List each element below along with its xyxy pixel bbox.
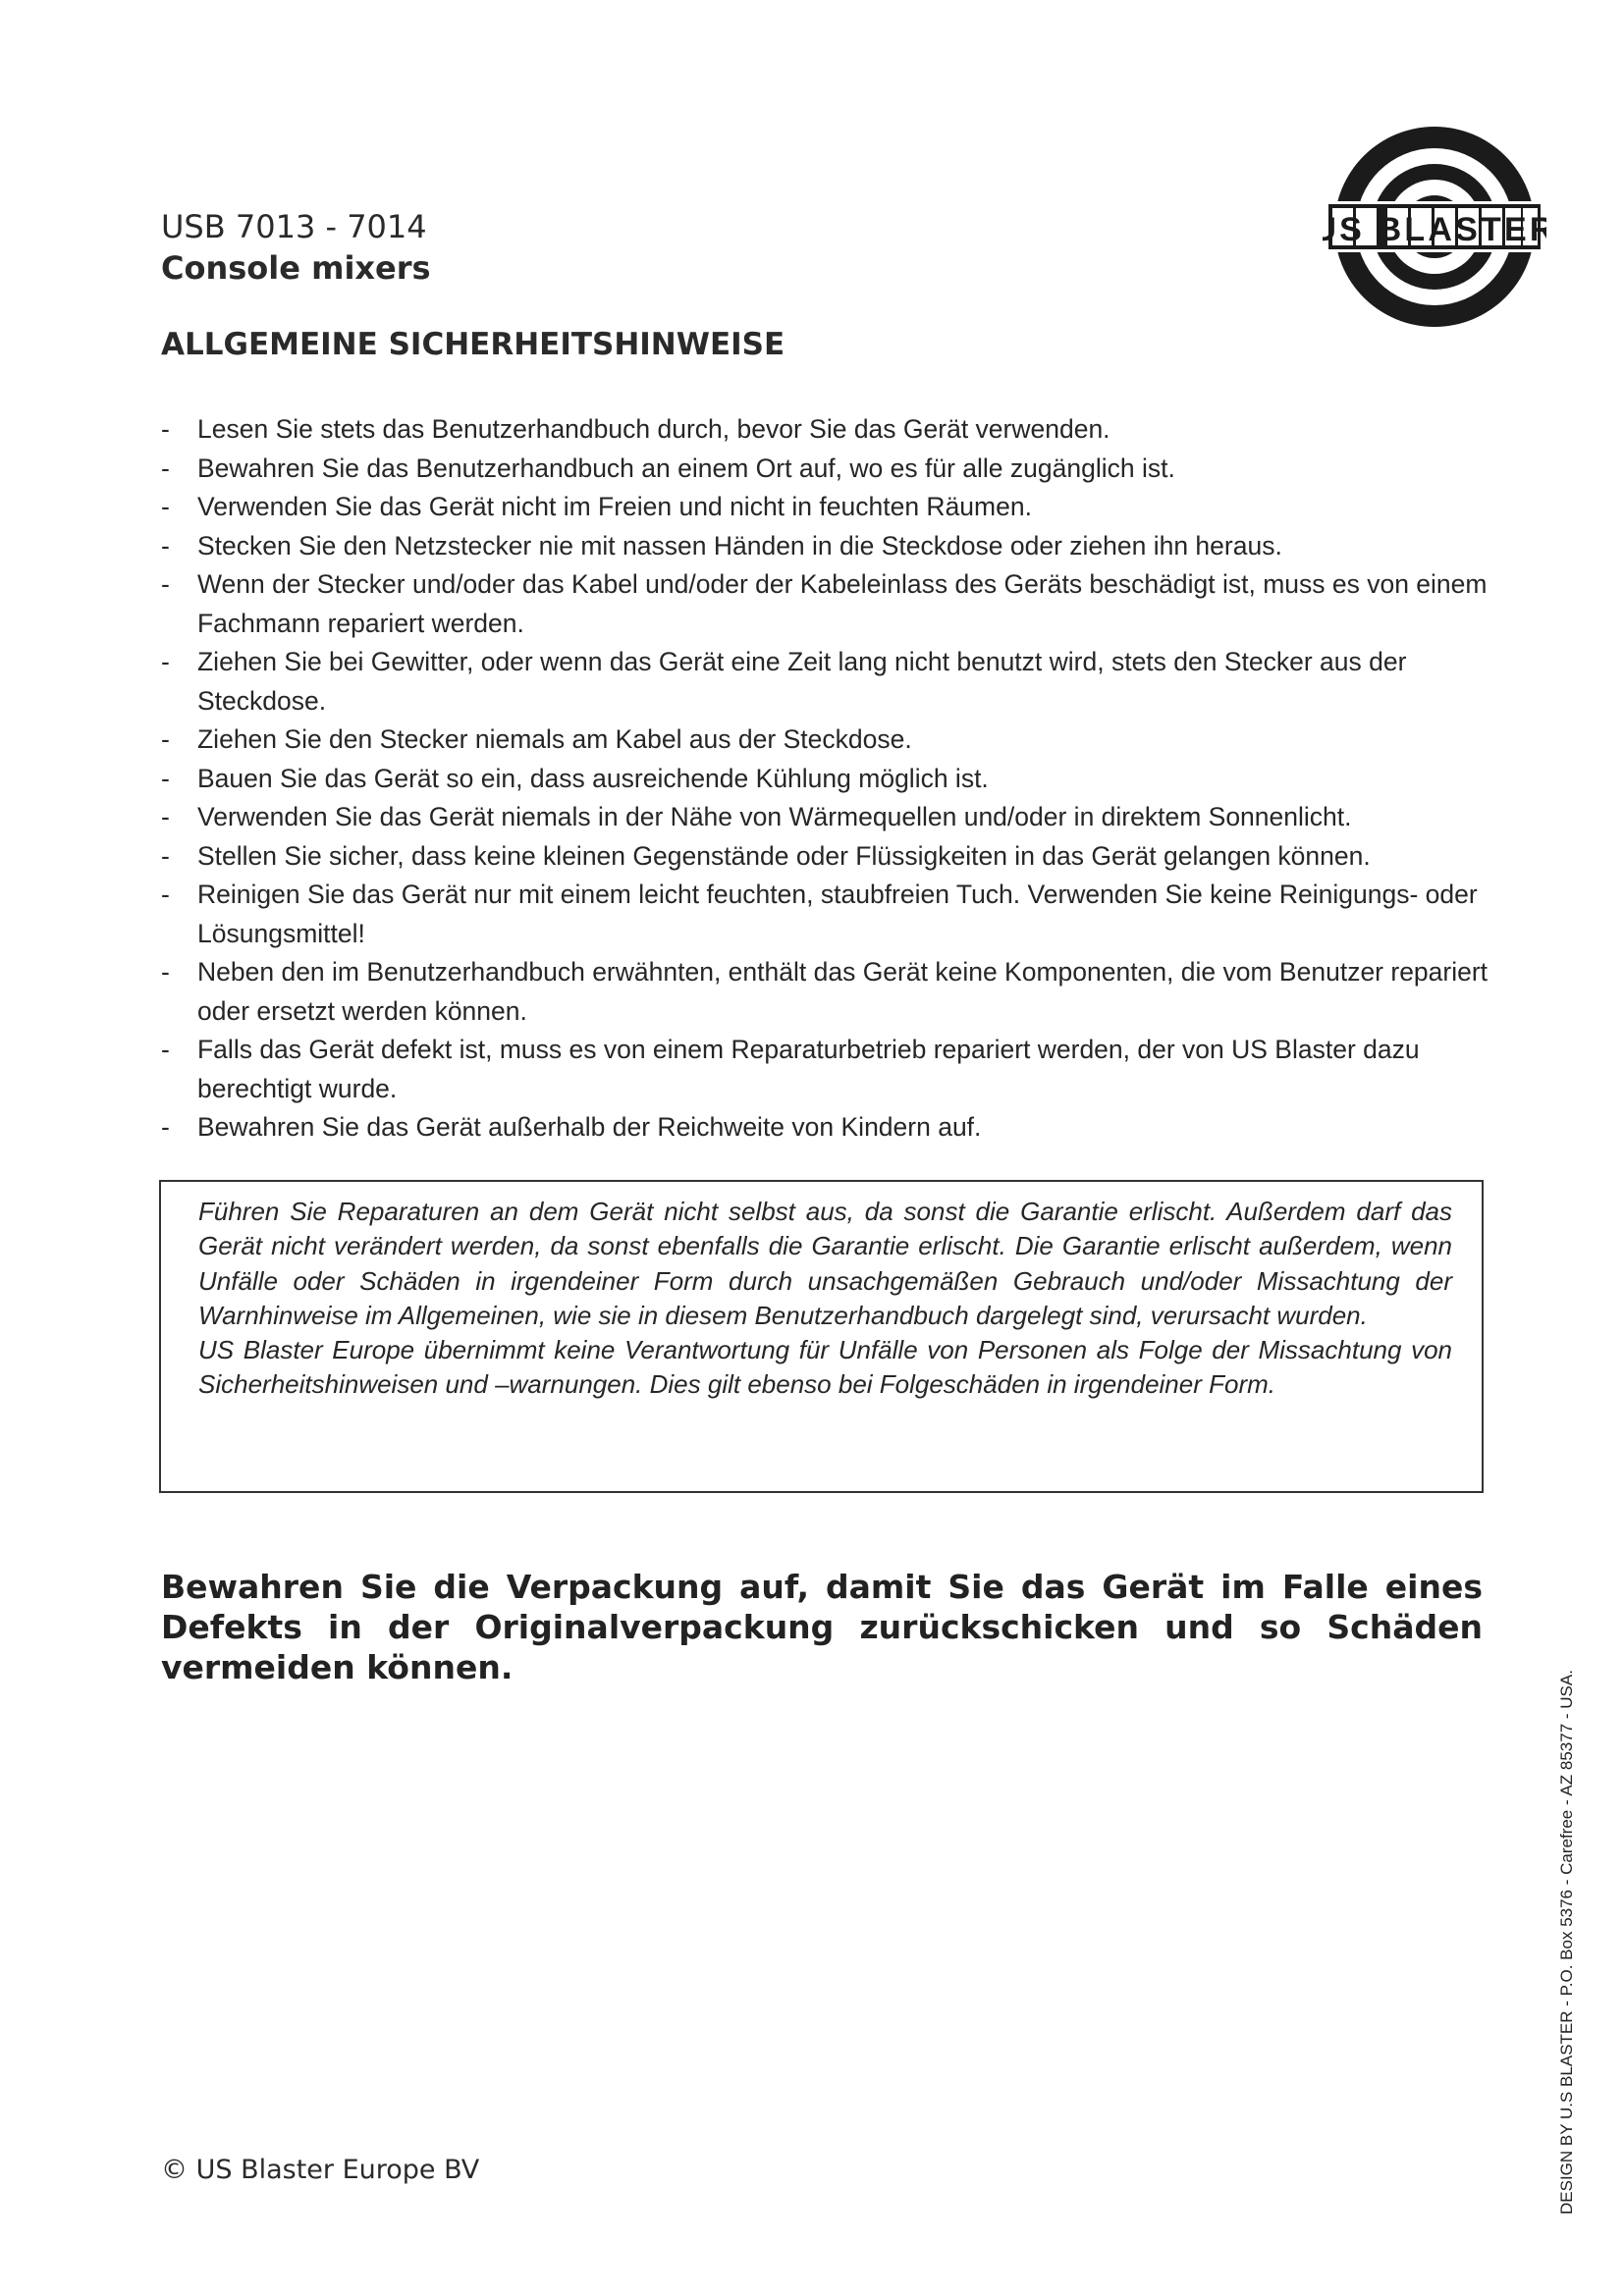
list-item: - Ziehen Sie den Stecker niemals am Kabel aus der Steckdose. xyxy=(161,721,1496,760)
list-item: - Falls das Gerät defekt ist, muss es von einem Reparaturbetrieb repariert werden, der von US Blaster dazu berechtigt wurde. xyxy=(161,1031,1496,1108)
us-blaster-logo xyxy=(1323,124,1546,330)
warranty-paragraph: Führen Sie Reparaturen an dem Gerät nicht selbst aus, da sonst die Garantie erlischt. Außerdem darf das Gerät nicht verändert werden, da sonst ebenfalls die Garantie erlischt. Die Garantie erlischt außerdem, wenn Unfälle oder Schäden in irgendeiner Form durch unsachgemäßen Gebrauch und/oder Missachtung der Warnhinweise im Allgemeinen, wie sie in diesem Benutzerhandbuch dargelegt sind, verursacht wurden. xyxy=(198,1197,1452,1330)
list-item: - Lesen Sie stets das Benutzerhandbuch durch, bevor Sie das Gerät verwenden. xyxy=(161,410,1496,450)
list-item: - Reinigen Sie das Gerät nur mit einem leicht feuchten, staubfreien Tuch. Verwenden Sie keine Reinigungs- oder Lösungsmittel! xyxy=(161,876,1496,953)
safety-instructions-list xyxy=(161,410,1496,1148)
list-item: - Wenn der Stecker und/oder das Kabel und/oder der Kabeleinlass des Geräts beschädigt ist, muss es von einem Fachmann repariert werden. xyxy=(161,565,1496,643)
logo-text: US BLASTER xyxy=(1323,211,1546,248)
list-item: - Ziehen Sie bei Gewitter, oder wenn das Gerät eine Zeit lang nicht benutzt wird, stets den Stecker aus der Steckdose. xyxy=(161,643,1496,721)
list-item: - Verwenden Sie das Gerät nicht im Freien und nicht in feuchten Räumen. xyxy=(161,488,1496,527)
product-subtitle: Console mixers xyxy=(161,249,431,287)
model-title: USB 7013 - 7014 xyxy=(161,208,427,245)
list-item: - Bauen Sie das Gerät so ein, dass ausreichende Kühlung möglich ist. xyxy=(161,760,1496,799)
list-item: - Verwenden Sie das Gerät niemals in der Nähe von Wärmequellen und/oder in direktem Sonnenlicht. xyxy=(161,798,1496,837)
design-credit-vertical: DESIGN BY U.S BLASTER - P.O. Box 5376 - Carefree - AZ 85377 - USA. xyxy=(1557,1670,1576,2215)
warranty-notice-box xyxy=(159,1180,1484,1493)
list-item: - Bewahren Sie das Benutzerhandbuch an einem Ort auf, wo es für alle zugänglich ist. xyxy=(161,450,1496,489)
section-heading: ALLGEMEINE SICHERHEITSHINWEISE xyxy=(161,327,785,362)
copyright-notice: © US Blaster Europe BV xyxy=(161,2155,480,2185)
list-item: - Stellen Sie sicher, dass keine kleinen Gegenstände oder Flüssigkeiten in das Gerät gelangen können. xyxy=(161,837,1496,877)
list-item: - Bewahren Sie das Gerät außerhalb der Reichweite von Kindern auf. xyxy=(161,1108,1496,1148)
liability-paragraph: US Blaster Europe übernimmt keine Verantwortung für Unfälle von Personen als Folge der Missachtung von Sicherheitshinweisen und –warnungen. Dies gilt ebenso bei Folgeschäden in irgendeiner Form. xyxy=(198,1335,1452,1400)
list-item: - Neben den im Benutzerhandbuch erwähnten, enthält das Gerät keine Komponenten, die vom Benutzer repariert oder ersetzt werden können. xyxy=(161,953,1496,1031)
packaging-note: Bewahren Sie die Verpackung auf, damit Sie das Gerät im Falle eines Defekts in der Originalverpackung zurückschicken und so Schäden vermeiden können. xyxy=(161,1568,1483,1686)
logo-graphic xyxy=(1323,124,1546,330)
list-item: - Stecken Sie den Netzstecker nie mit nassen Händen in die Steckdose oder ziehen ihn heraus. xyxy=(161,527,1496,566)
